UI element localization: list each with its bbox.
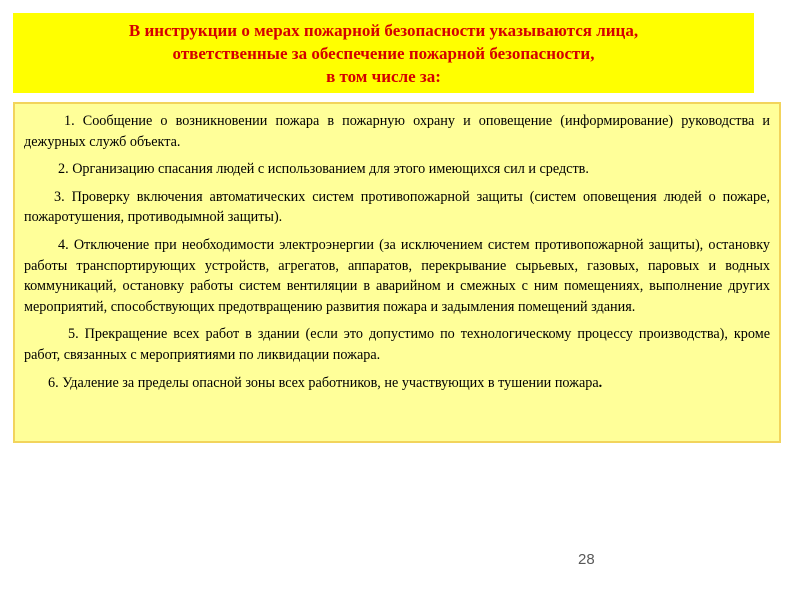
content-box <box>13 102 781 443</box>
title-line-2: ответственные за обеспечение пожарной безопасности, <box>172 43 595 63</box>
page-number: 28 <box>578 551 595 568</box>
title-line-1: В инструкции о мерах пожарной безопасности указываются лица, <box>128 20 639 40</box>
list-item-5: 5. Прекращение всех работ в здании (если это допустимо по технологическому процессу производства), кроме работ, связанных с мероприятиями по ликвидации пожара. <box>24 326 770 363</box>
list-item-6-text: 6. Удаление за пределы опасной зоны всех работников, не участвующих в тушении пожара <box>48 374 599 391</box>
list-item-4: 4. Отключение при необходимости электроэнергии (за исключением систем противопожарной защиты), остановку работы транспортирующих устройств, агрегатов, аппаратов, перекрывание сырьевых, газовых, паровых и водных коммуникаций, остановку работы систем вентиляции в аварийном и смежных с ним помещениях, выполнение других мероприятий, способствующих предотвращению развития пожара и задымления помещений здания. <box>24 236 770 315</box>
list-item-1: 1. Сообщение о возникновении пожара в пожарную охрану и оповещение (информирование) руководства и дежурных служб объекта. <box>24 113 770 150</box>
slide-title-box <box>13 13 754 93</box>
list-item-2: 2. Организацию спасания людей с использованием для этого имеющихся сил и средств. <box>58 161 589 178</box>
list-item-6-period: . <box>598 374 603 391</box>
list-item-3: 3. Проверку включения автоматических систем противопожарной защиты (систем оповещения людей о пожаре, пожаротушения, противодымной защиты). <box>24 188 770 226</box>
title-line-3: в том числе за: <box>326 66 441 86</box>
list-item-6 <box>24 373 770 394</box>
